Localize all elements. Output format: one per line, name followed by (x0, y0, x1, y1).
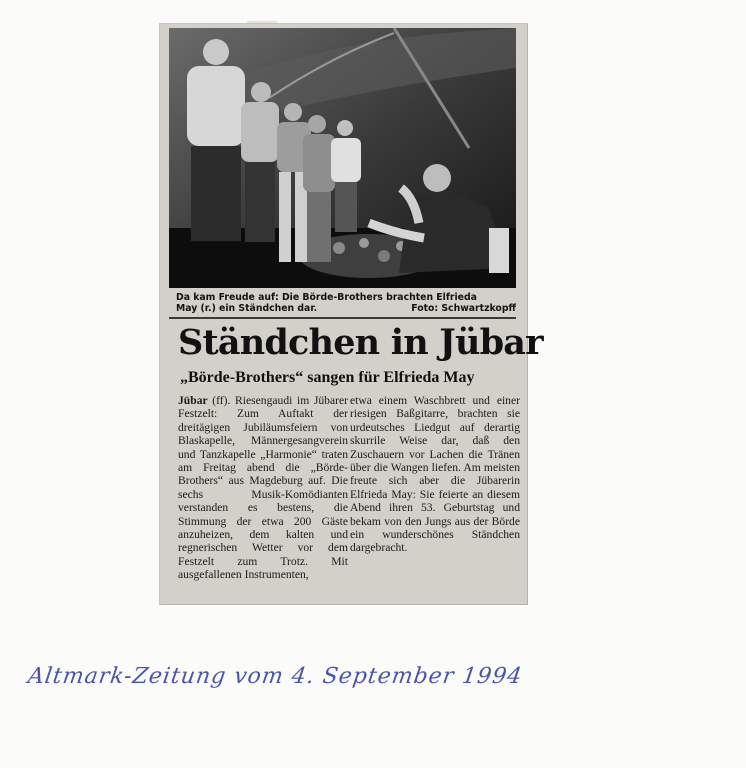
dateline: Jübar (178, 394, 208, 407)
article-headline: Ständchen in Jübar (178, 322, 543, 363)
photo-credit: Foto: Schwartzkopff (411, 303, 516, 314)
photo-caption-line2: May (r.) ein Ständchen dar. (176, 303, 318, 314)
news-photo (169, 28, 516, 288)
article-body (178, 394, 520, 582)
newspaper-clipping (160, 24, 543, 604)
caption-rule (169, 317, 516, 319)
handwritten-source-note (28, 660, 628, 716)
handwritten-note-text: Altmark-Zeitung vom 4. September 1994 (26, 664, 525, 689)
article-column-2 (350, 394, 520, 582)
article-subheadline: „Börde-Brothers“ sangen für Elfrieda May (180, 369, 475, 386)
article-column-1 (178, 394, 348, 582)
photo-caption-line1: Da kam Freude auf: Die Börde-Brothers brachten Elfrieda (176, 292, 477, 303)
column-2-text: etwa einem Waschbrett und einer riesigen Baßgitarre, brachten sie urdeutsches Liedgut auf derartig skurrile Weise dar, daß den Zuschauern vor Lachen die Tränen über die Wangen liefen. Am meisten freute sich aber die Jübarerin Elfrieda May: Sie feierte an diesem Abend ihren 53. Geburtstag und bekam von den Jungs aus der Börde ein wunderschönes Ständchen dargebracht. (350, 394, 520, 555)
photo-caption (176, 292, 516, 314)
column-1-text: (ff). Riesengaudi im Jübarer Festzelt: Zum Auftakt der dreitägigen Jubiläumsfeiern von Blaskapelle, Männergesangverein und Tanzkapelle „Harmonie“ traten am Freitag abend die „Börde-Brothers“ aus Magdeburg auf. Die sechs Musik-Komödianten verstanden es bestens, die Stimmung der etwa 200 Gäste anzuheizen, dem kalten und regnerischen Wetter vor dem Festzelt zum Trotz. Mit ausgefallenen Instrumenten, (178, 394, 348, 582)
